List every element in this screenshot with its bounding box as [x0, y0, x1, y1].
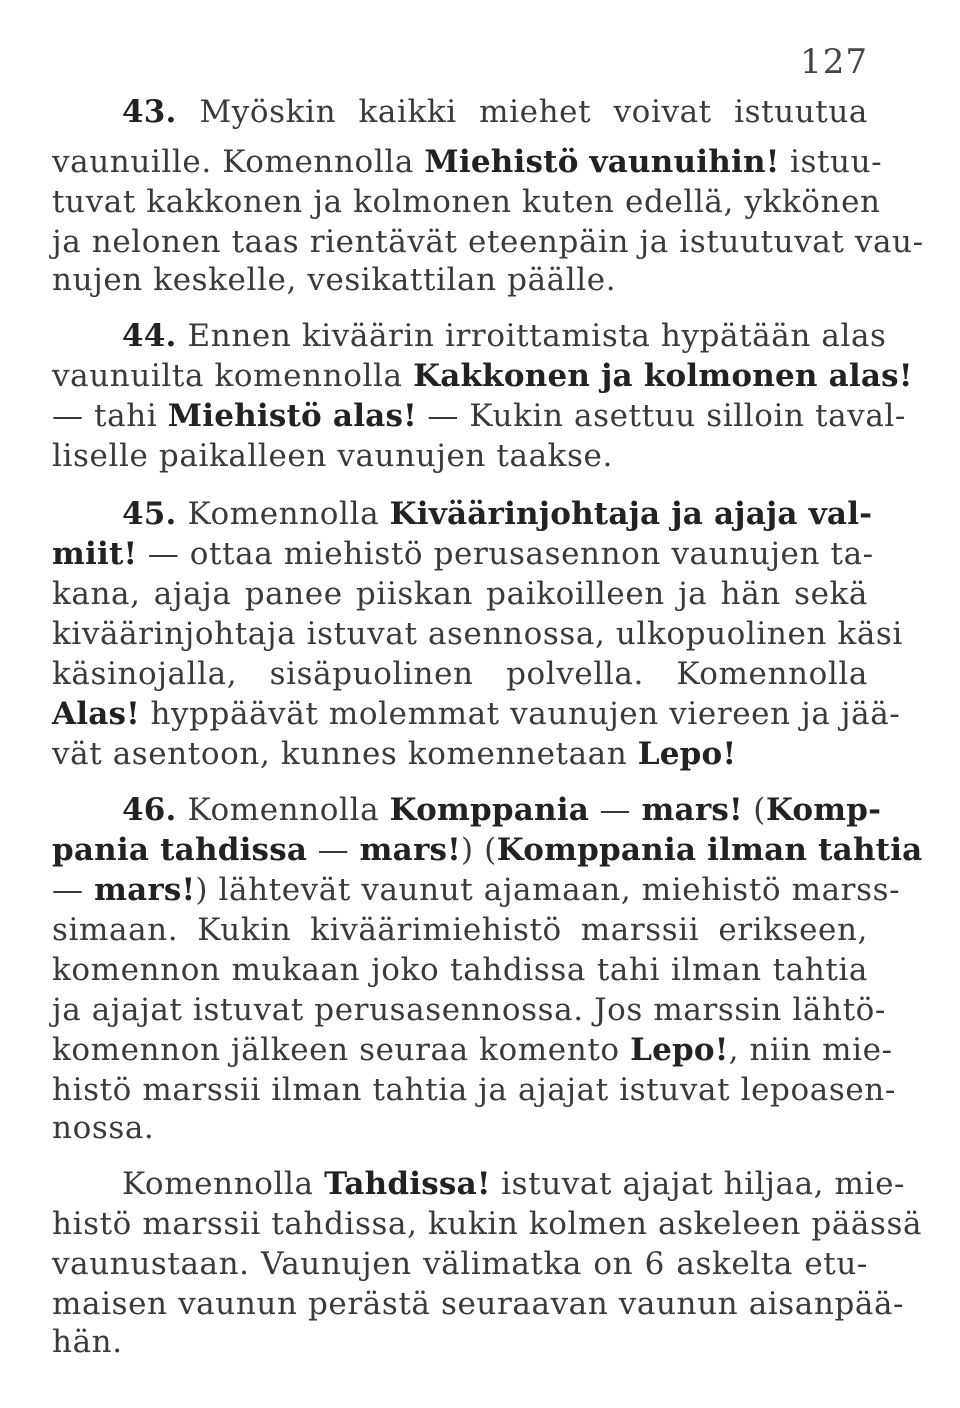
text-span: hyppäävät molemmat vaunujen viereen ja jää- [139, 696, 901, 732]
bold-command-text: Miehistö vaunuihin! [424, 144, 780, 180]
bold-command-text: mars! [359, 832, 461, 868]
text-span: komennon mukaan joko tahdissa tahi ilman tahtia [52, 952, 868, 988]
text-line [52, 432, 868, 480]
text-span: Komennolla [187, 496, 390, 532]
text-span: Komennolla [187, 792, 390, 828]
text-span: — tahi [52, 398, 168, 434]
bold-command-text: Komp- [765, 792, 882, 828]
text-span: — [307, 832, 360, 868]
bold-command-text: Lepo! [630, 1032, 729, 1068]
text-span: istuu- [779, 144, 883, 180]
page-number: 127 [800, 42, 868, 82]
bold-command-text: Tahdissa! [324, 1166, 491, 1202]
text-span: tuvat kakkonen ja kolmonen kuten edellä, ykkönen [52, 184, 881, 220]
text-span: Myöskin kaikki miehet voivat istuutua [199, 94, 868, 130]
text-span: simaan. Kukin kiväärimiehistö marssii erikseen, [52, 912, 868, 948]
text-span: — [52, 872, 95, 908]
text-span: ja nelonen taas rientävät eteenpäin ja istuutuvat vau- [52, 224, 924, 260]
bold-command-text: 44. [122, 318, 188, 354]
text-span: nossa. [52, 1110, 155, 1146]
text-span: histö marssii ilman tahtia ja ajajat istuvat lepoasen- [52, 1072, 896, 1108]
text-span: komennon jälkeen seuraa komento [52, 1032, 631, 1068]
text-span: hän. [52, 1324, 123, 1360]
bold-command-text: pania tahdissa [52, 832, 308, 868]
bold-command-text: 45. [122, 496, 188, 532]
text-span: — ottaa miehistö perusasennon vaunujen ta- [137, 536, 874, 572]
text-span: nujen keskelle, vesikattilan päälle. [52, 262, 617, 298]
text-line [52, 1104, 868, 1152]
bold-command-text: 46. [122, 792, 188, 828]
bold-command-text: Komppania ilman tahtia [496, 832, 923, 868]
bold-command-text: Kiväärinjohtaja ja ajaja val- [389, 496, 873, 532]
bold-command-text: Kakkonen ja kolmonen alas! [413, 358, 913, 394]
text-span: ) ( [460, 832, 497, 868]
text-span: kana, ajaja panee piiskan paikoilleen ja hän sekä [52, 576, 868, 612]
text-span: käsinojalla, sisäpuolinen polvella. Komennolla [52, 656, 868, 692]
bold-command-text: 43. [122, 94, 200, 130]
text-span: — Kukin asettuu silloin taval- [416, 398, 907, 434]
text-span: vaunuille. Komennolla [52, 144, 425, 180]
bold-command-text: mars! [641, 792, 743, 828]
text-span: ja ajajat istuvat perusasennossa. Jos marssin lähtö- [52, 992, 886, 1028]
text-span: kiväärinjohtaja istuvat asennossa, ulkopuolinen käsi [52, 616, 903, 652]
text-span: ( [742, 792, 766, 828]
text-span: istuvat ajajat hiljaa, mie- [490, 1166, 906, 1202]
text-line [52, 730, 868, 778]
text-span: liselle paikalleen vaunujen taakse. [52, 438, 613, 474]
bold-command-text: Miehistö alas! [167, 398, 417, 434]
text-line [52, 1318, 868, 1366]
text-span: , niin mie- [728, 1032, 893, 1068]
text-span: histö marssii tahdissa, kukin kolmen askeleen päässä [52, 1206, 923, 1242]
text-span: vaunustaan. Vaunujen välimatka on 6 askelta etu- [52, 1246, 868, 1282]
text-span: maisen vaunun perästä seuraavan vaunun aisanpää- [52, 1286, 905, 1322]
bold-command-text: Alas! [52, 696, 140, 732]
text-line [122, 88, 868, 136]
text-span: Ennen kiväärin irroittamista hypätään alas [187, 318, 887, 354]
text-span: — [589, 792, 642, 828]
text-span: vät asentoon, kunnes komennetaan [52, 736, 638, 772]
text-span: vaunuilta komennolla [52, 358, 414, 394]
text-span: Komennolla [122, 1166, 325, 1202]
bold-command-text: Lepo! [637, 736, 737, 772]
bold-command-text: miit! [52, 536, 138, 572]
bold-command-text: mars! [94, 872, 196, 908]
text-span: ) lähtevät vaunut ajamaan, miehistö marss- [195, 872, 901, 908]
text-line [52, 256, 868, 304]
bold-command-text: Komppania [389, 792, 590, 828]
